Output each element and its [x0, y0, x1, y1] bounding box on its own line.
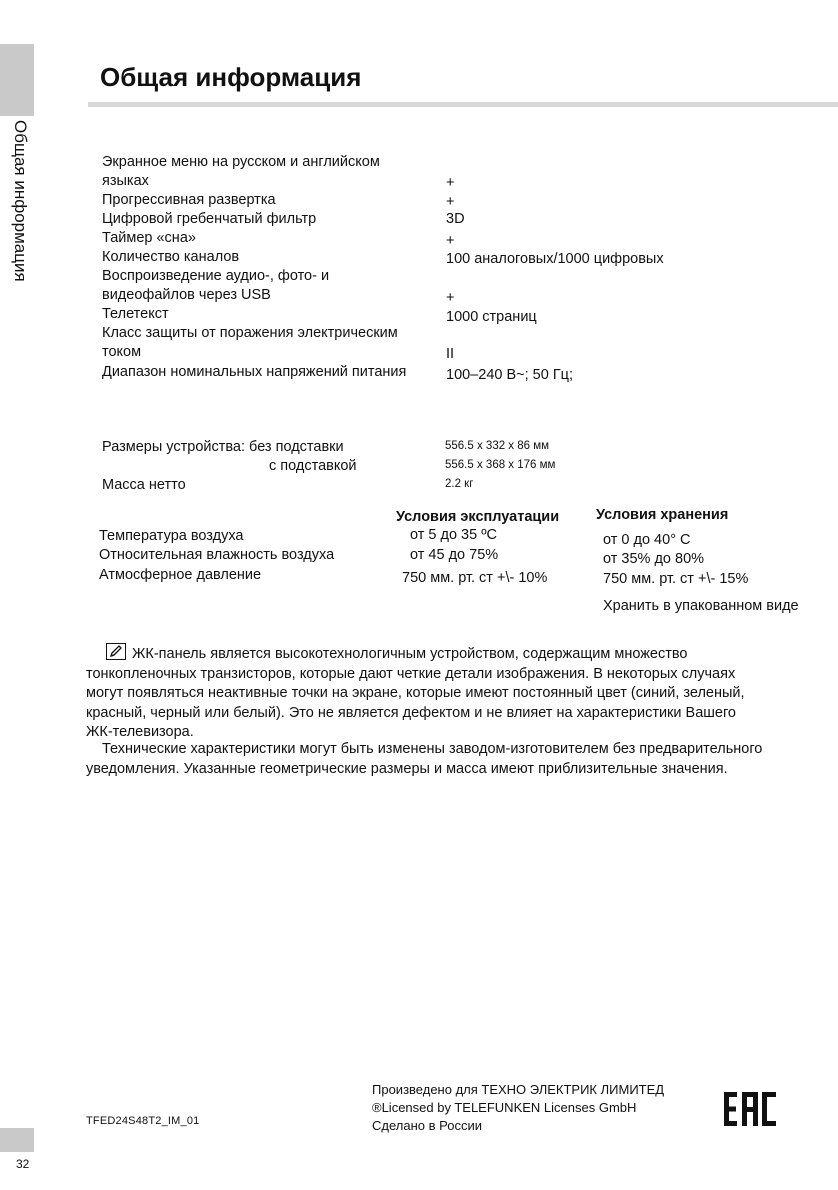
spec-value: 100–240 В~; 50 Гц; [446, 367, 574, 383]
model-code: TFED24S48T2_IM_01 [86, 1115, 200, 1127]
spec-label: Диапазон номинальных напряжений питания [102, 364, 407, 380]
made-in-line: Сделано в России [372, 1118, 482, 1133]
operation-value: от 5 до 35 ºC [410, 527, 497, 543]
manufacturer-info [372, 1081, 664, 1135]
spec-value: + [446, 194, 455, 210]
spec-label: Таймер «сна» [102, 230, 196, 246]
spec-value: 3D [446, 211, 465, 227]
operation-value: от 45 до 75% [410, 547, 499, 563]
spec-label: током [102, 344, 142, 360]
eac-logo [722, 1090, 778, 1128]
storage-value: от 35% до 80% [603, 551, 705, 567]
spec-label: Количество каналов [102, 249, 240, 265]
spec-label: видеофайлов через USB [102, 287, 271, 303]
spec-label: Прогрессивная развертка [102, 192, 276, 208]
spec-label: Телетекст [102, 306, 169, 322]
storage-note: Хранить в упакованном виде [603, 598, 799, 614]
page-title: Общая информация [100, 62, 362, 92]
dimensions-stand-value: 556.5 x 368 x 176 мм [445, 459, 556, 471]
page-number-marker [0, 1128, 34, 1152]
spec-value: + [446, 290, 455, 306]
storage-value: 750 мм. рт. ст +\- 15% [603, 571, 749, 587]
spec-label: Класс защиты от поражения электрическим [102, 325, 398, 341]
spec-label: языках [102, 173, 149, 189]
dimensions-no-stand-value: 556.5 x 332 x 86 мм [445, 440, 550, 452]
condition-label: Температура воздуха [99, 528, 244, 544]
dimensions-stand-label: с подставкой [269, 458, 357, 474]
storage-conditions-heading: Условия хранения [596, 507, 729, 523]
page-number: 32 [16, 1157, 30, 1171]
mass-label: Масса нетто [102, 477, 186, 493]
side-section-label: Общая информация [11, 120, 30, 282]
operation-conditions-heading: Условия эксплуатации [396, 509, 560, 525]
license-line: ®Licensed by TELEFUNKEN Licenses GmbH [372, 1100, 637, 1115]
note-paragraph [86, 643, 766, 743]
spec-value: 1000 страниц [446, 309, 537, 325]
spec-value: + [446, 175, 455, 191]
spec-value: 100 аналоговых/1000 цифровых [446, 251, 664, 267]
disclaimer-paragraph: Технические характеристики могут быть изменены заводом-изготовителем без предварительного уведомления. Указанные геометрические размеры и масса имеют приблизительные значения. [86, 741, 763, 777]
side-tab-marker [0, 44, 34, 116]
operation-value: 750 мм. рт. ст +\- 10% [402, 570, 548, 586]
condition-label: Атмосферное давление [99, 567, 262, 583]
dimensions-label: Размеры устройства: без подставки [102, 439, 344, 455]
spec-label: Экранное меню на русском и английском [102, 154, 380, 170]
note-pencil-icon [106, 643, 126, 660]
condition-label: Относительная влажность воздуха [99, 547, 335, 563]
spec-value: + [446, 233, 455, 249]
mass-value: 2.2 кг [445, 478, 474, 490]
title-divider [88, 102, 838, 107]
spec-value: II [446, 346, 455, 362]
spec-label: Цифровой гребенчатый фильтр [102, 211, 317, 227]
note-text: ЖК-панель является высокотехнологичным устройством, содержащим множество тонкопленочных транзисторов, которые дают четкие детали изображения. В некоторых случаях могут появляться неактивные точки на экране, которые имеют постоянный цвет (синий, зеленый, красный, черный или белый). Это не является дефектом и не влияет на характеристики Вашего ЖК-телевизора. [86, 646, 745, 740]
spec-label: Воспроизведение аудио-, фото- и [102, 268, 330, 284]
manufacturer-line: Произведено для ТЕХНО ЭЛЕКТРИК ЛИМИТЕД [372, 1082, 665, 1097]
storage-value: от 0 до 40° С [603, 532, 691, 548]
